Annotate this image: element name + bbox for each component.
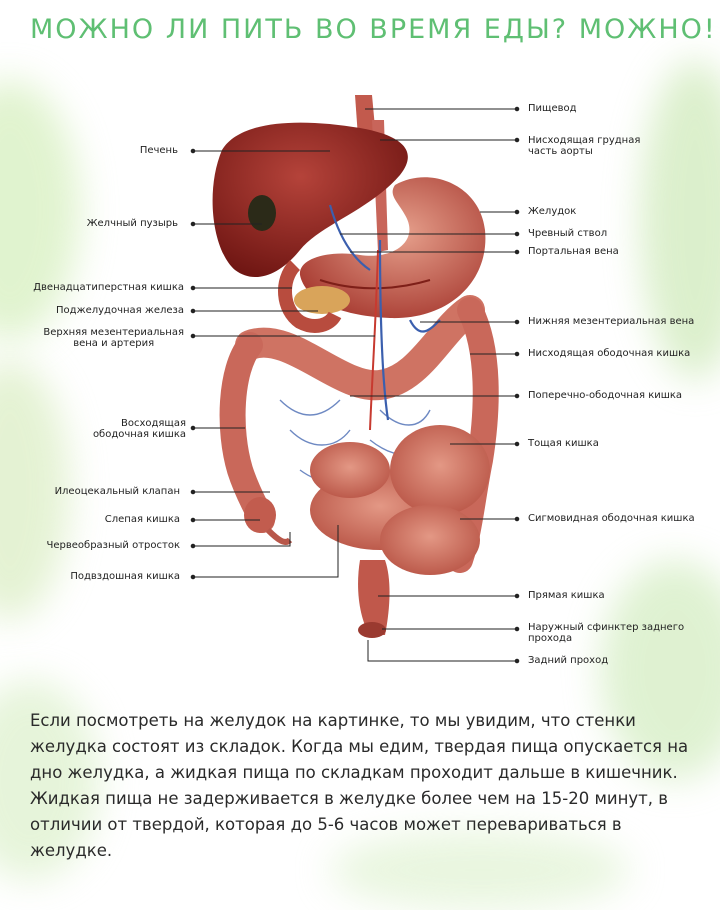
label-anus: Задний проход: [528, 655, 609, 666]
label-inf-mesenteric: Нижняя мезентериальная вена: [528, 316, 695, 327]
appendix-shape: [268, 530, 290, 542]
small-intestine-shape: [310, 425, 490, 575]
label-stomach: Желудок: [528, 206, 577, 217]
label-sigmoid-colon: Сигмовидная ободочная кишка: [528, 513, 695, 524]
label-pancreas: Поджелудочная железа: [56, 305, 184, 316]
label-ileocecal-valve: Илеоцекальный клапан: [54, 486, 180, 497]
label-jejunum: Тощая кишка: [528, 438, 599, 449]
label-celiac-trunk: Чревный ствол: [528, 228, 608, 239]
page-title: МОЖНО ЛИ ПИТЬ ВО ВРЕМЯ ЕДЫ? МОЖНО!: [30, 14, 717, 45]
anus-shape: [358, 622, 386, 638]
label-gallbladder: Желчный пузырь: [86, 218, 178, 229]
label-cecum: Слепая кишка: [104, 514, 180, 525]
label-liver: Печень: [139, 145, 178, 156]
label-ascending-colon: Восходящая ободочная кишка: [92, 418, 186, 440]
gallbladder-shape: [248, 195, 276, 231]
label-appendix: Червеобразный отросток: [46, 540, 180, 551]
pancreas-shape: [294, 286, 350, 314]
cecum-shape: [244, 497, 276, 533]
label-duodenum: Двенадцатиперстная кишка: [33, 282, 184, 293]
label-portal-vein: Портальная вена: [528, 246, 619, 257]
label-sup-mesenteric: Верхняя мезентериальная вена и артерия: [43, 327, 184, 349]
label-esophagus: Пищевод: [528, 103, 577, 114]
label-rectum: Прямая кишка: [528, 590, 605, 601]
body-paragraph: Если посмотреть на желудок на картинке, то мы увидим, что стенки желудка состоят из складок. Когда мы едим, твердая пища опускается на дно желудка, а жидкая пища по складкам проходит дальше в кишечник. Жидкая пища не задерживается в желудке более чем на 15-20 минут, в отличии от твердой, которая до 5-6 часов может перевариваться в желудке.: [30, 711, 689, 860]
label-ileum: Подвздошная кишка: [70, 571, 180, 582]
label-sphincter: Наружный сфинктер заднего прохода: [528, 622, 685, 644]
label-descending-colon: Нисходящая ободочная кишка: [528, 348, 691, 359]
label-aorta: Нисходящая грудная часть аорты: [528, 135, 641, 157]
label-transverse-colon: Поперечно-ободочная кишка: [528, 390, 683, 401]
transverse-colon-shape: [250, 310, 470, 385]
ascending-colon-shape: [233, 345, 262, 520]
